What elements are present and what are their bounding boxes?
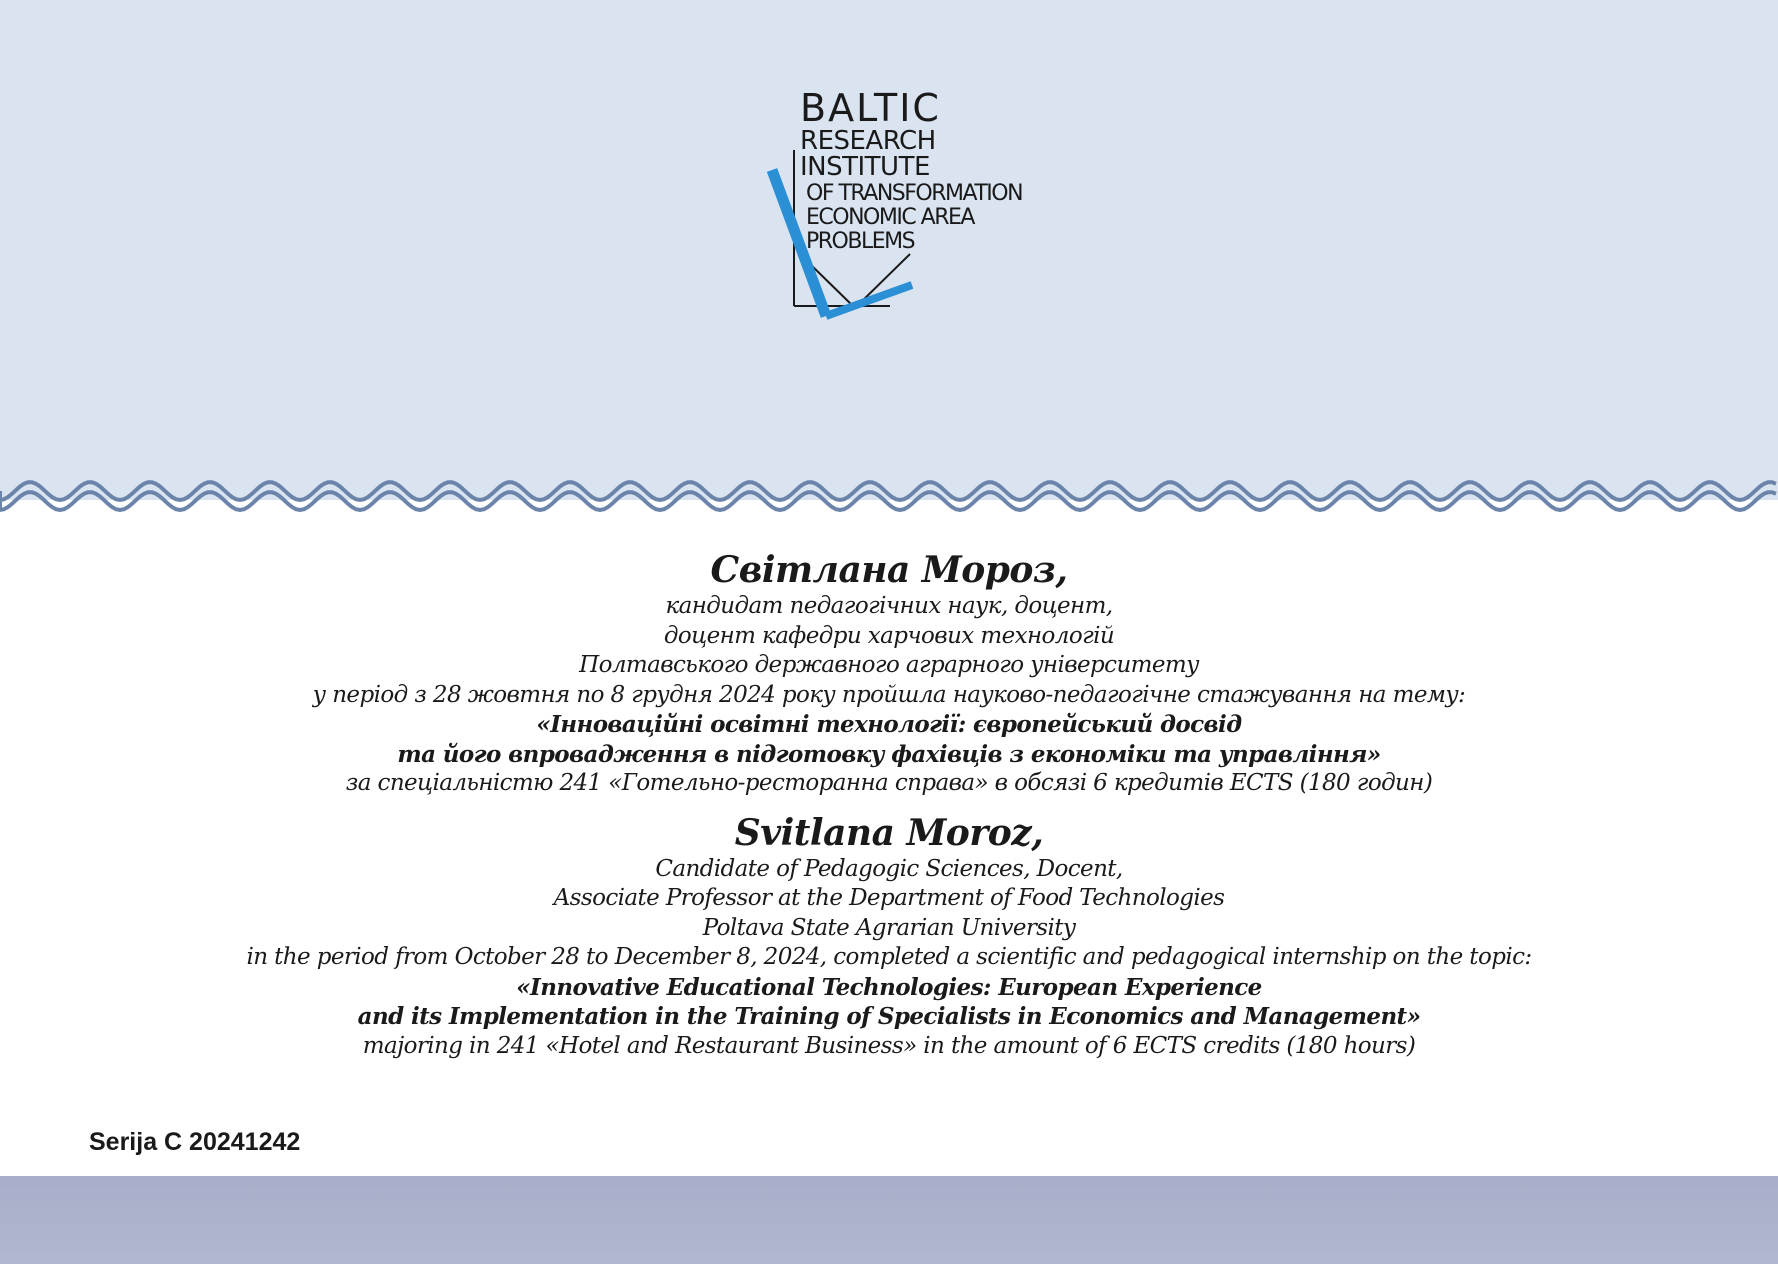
wave-divider: [0, 470, 1778, 530]
logo-text-baltic: BALTIC: [800, 86, 941, 130]
certificate-body: [0, 548, 1778, 1061]
period-ukrainian: у період з 28 жовтня по 8 грудня 2024 року пройшла науково-педагогічне стажування на тему:: [312, 681, 1466, 708]
specialty-ukrainian: за спеціальністю 241 «Готельно-ресторанна справа» в обсязі 6 кредитів ECTS (180 годин): [345, 770, 1433, 796]
institution-ukrainian: Полтавського державного аграрного університету: [579, 652, 1199, 678]
logo-text-transformation: OF TRANSFORMATION: [806, 181, 1023, 206]
serial-number: Serija C 20241242: [89, 1128, 301, 1156]
position-english: Associate Professor at the Department of Food Technologies: [553, 885, 1225, 911]
recipient-name-english: Svitlana Moroz,: [734, 811, 1044, 854]
institution-english: Poltava State Agrarian University: [702, 914, 1076, 941]
recipient-name-ukrainian: Світлана Мороз,: [710, 549, 1068, 591]
academic-title-ukrainian: кандидат педагогічних наук, доцент,: [665, 593, 1113, 619]
english-section: [0, 811, 1778, 1062]
bottom-background-band: [0, 1176, 1778, 1264]
topic-line2-english: and its Implementation in the Training of Specialists in Economics and Management»: [357, 1003, 1421, 1030]
position-ukrainian: доцент кафедри харчових технологій: [663, 622, 1115, 649]
logo-text-institute: INSTITUTE: [800, 152, 930, 182]
ukrainian-section: [0, 548, 1778, 799]
topic-line2-ukrainian: та його впровадження в підготовку фахівців з економіки та управління»: [397, 740, 1381, 768]
academic-title-english: Candidate of Pedagogic Sciences, Docent,: [655, 855, 1123, 882]
topic-line1-ukrainian: «Інноваційні освітні технології: європейський досвід: [536, 711, 1242, 738]
period-english: in the period from October 28 to December 8, 2024, completed a scientific and pedagogical internship on the topic:: [246, 944, 1532, 970]
topic-line1-english: «Innovative Educational Technologies: European Experience: [516, 973, 1262, 1001]
logo-text-research: RESEARCH: [800, 126, 936, 156]
logo-text-economic-area: ECONOMIC AREA: [806, 205, 974, 230]
institute-logo: [760, 86, 1023, 326]
logo-text-problems: PROBLEMS: [806, 229, 915, 254]
specialty-english: majoring in 241 «Hotel and Restaurant Business» in the amount of 6 ECTS credits (180 hours): [362, 1032, 1416, 1059]
